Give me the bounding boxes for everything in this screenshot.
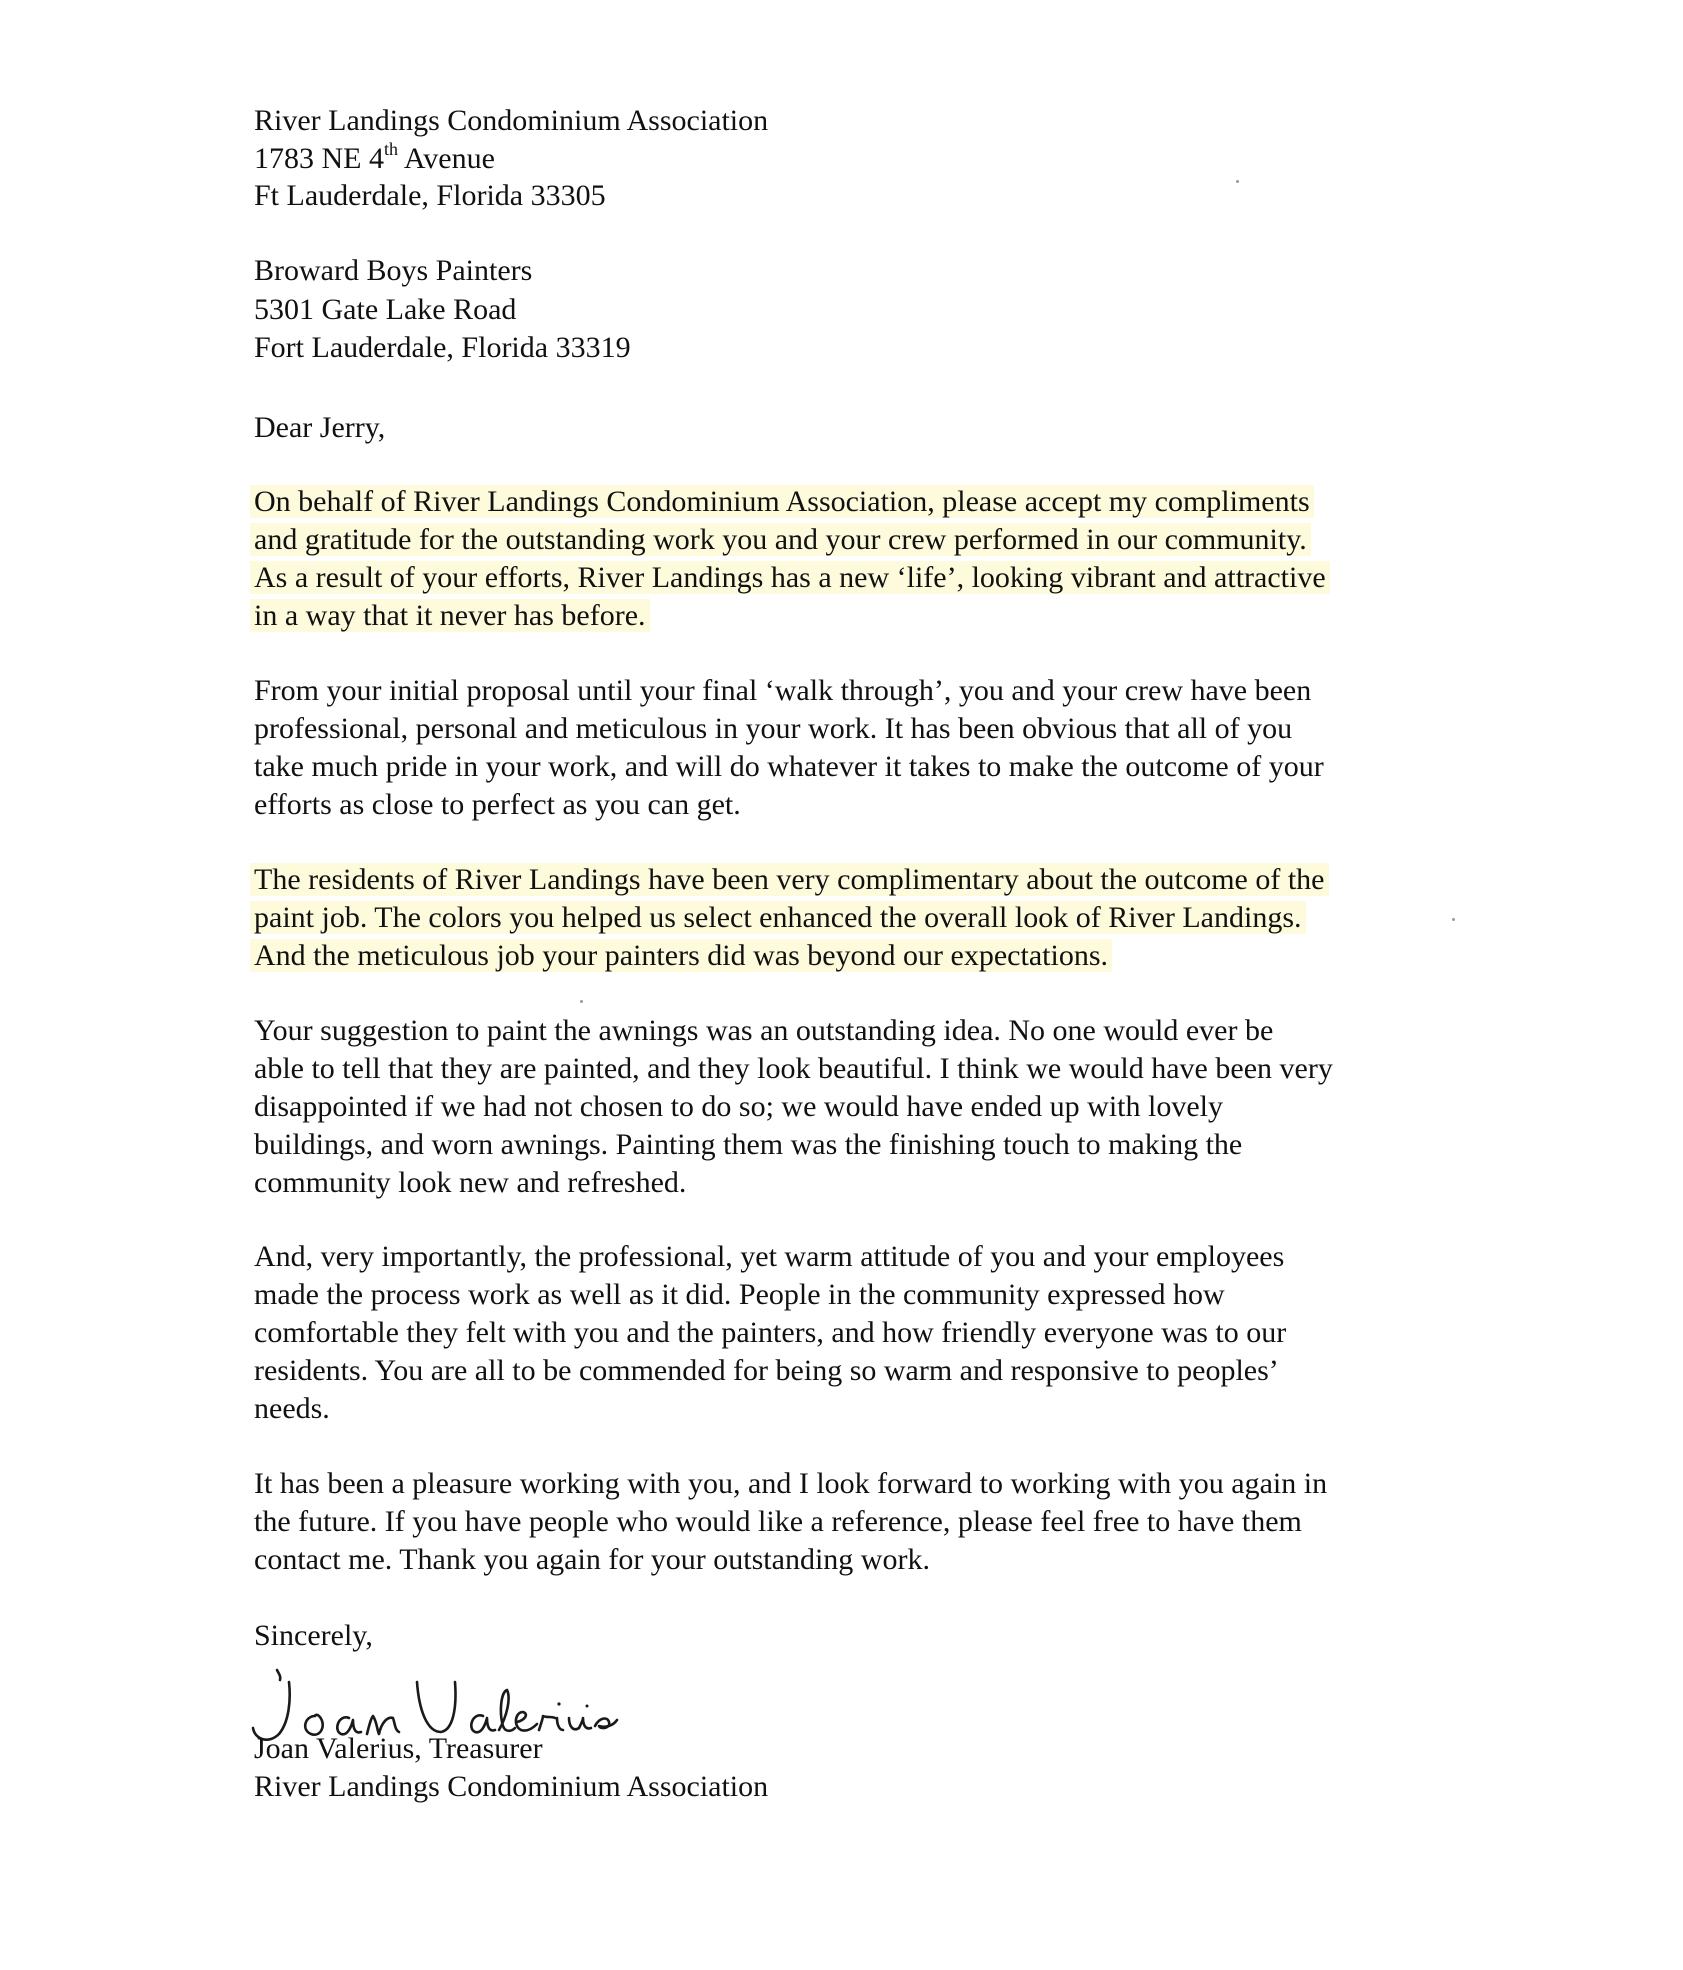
- scan-speck: [1452, 918, 1455, 921]
- body-line: It has been a pleasure working with you, and I look forward to working with you again in: [254, 1467, 1328, 1500]
- signer-name-title: Joan Valerius, Treasurer: [254, 1732, 543, 1765]
- body-line: comfortable they felt with you and the painters, and how friendly everyone was to our: [254, 1316, 1287, 1349]
- body-line: contact me. Thank you again for your outstanding work.: [254, 1543, 930, 1576]
- body-line: professional, personal and meticulous in your work. It has been obvious that all of you: [254, 712, 1293, 745]
- body-line: the future. If you have people who would like a reference, please feel free to have them: [254, 1505, 1302, 1538]
- recipient-name: Broward Boys Painters: [254, 254, 533, 287]
- highlighted-text: paint job. The colors you helped us select enhanced the overall look of River Landings.: [250, 901, 1306, 934]
- highlighted-text: And the meticulous job your painters did was beyond our expectations.: [250, 939, 1112, 972]
- sender-name: River Landings Condominium Association: [254, 104, 769, 137]
- highlighted-text: On behalf of River Landings Condominium Association, please accept my compliments: [250, 485, 1314, 518]
- body-line: [254, 597, 650, 635]
- body-line: efforts as close to perfect as you can get.: [254, 788, 741, 821]
- body-line: buildings, and worn awnings. Painting them was the finishing touch to making the: [254, 1128, 1243, 1161]
- highlighted-text: The residents of River Landings have been very complimentary about the outcome of the: [250, 863, 1329, 896]
- body-line: [254, 483, 1314, 521]
- scan-speck: [580, 1000, 583, 1003]
- body-line: able to tell that they are painted, and they look beautiful. I think we would have been very: [254, 1052, 1333, 1085]
- body-line: [254, 521, 1311, 559]
- body-line: [254, 899, 1306, 937]
- body-line: residents. You are all to be commended for being so warm and responsive to peoples’: [254, 1354, 1279, 1387]
- highlighted-text: and gratitude for the outstanding work you and your crew performed in our community.: [250, 523, 1311, 556]
- sender-street-suffix: th: [384, 139, 399, 159]
- closing: Sincerely,: [254, 1619, 373, 1652]
- recipient-city: Fort Lauderdale, Florida 33319: [254, 331, 631, 364]
- body-line: made the process work as well as it did. People in the community expressed how: [254, 1278, 1225, 1311]
- body-line: From your initial proposal until your final ‘walk through’, you and your crew have been: [254, 674, 1312, 707]
- sender-street-rest: Avenue: [398, 142, 495, 175]
- body-line: take much pride in your work, and will do whatever it takes to make the outcome of your: [254, 750, 1324, 783]
- sender-city: Ft Lauderdale, Florida 33305: [254, 179, 606, 212]
- highlighted-text: in a way that it never has before.: [250, 599, 650, 632]
- highlighted-text: As a result of your efforts, River Landings has a new ‘life’, looking vibrant and attractive: [250, 561, 1330, 594]
- sender-street-number: 1783 NE 4: [254, 142, 384, 175]
- body-line: community look new and refreshed.: [254, 1166, 687, 1199]
- body-line: needs.: [254, 1392, 330, 1425]
- salutation: Dear Jerry,: [254, 411, 386, 444]
- recipient-street: 5301 Gate Lake Road: [254, 293, 517, 326]
- body-line: Your suggestion to paint the awnings was an outstanding idea. No one would ever be: [254, 1014, 1274, 1047]
- body-line: disappointed if we had not chosen to do so; we would have ended up with lovely: [254, 1090, 1223, 1123]
- body-line: And, very importantly, the professional, yet warm attitude of you and your employees: [254, 1240, 1285, 1273]
- body-line: [254, 861, 1329, 899]
- scan-speck: [1236, 180, 1239, 183]
- sender-street: [254, 140, 495, 178]
- body-line: [254, 559, 1330, 597]
- signer-organization: River Landings Condominium Association: [254, 1770, 769, 1803]
- body-line: [254, 937, 1112, 975]
